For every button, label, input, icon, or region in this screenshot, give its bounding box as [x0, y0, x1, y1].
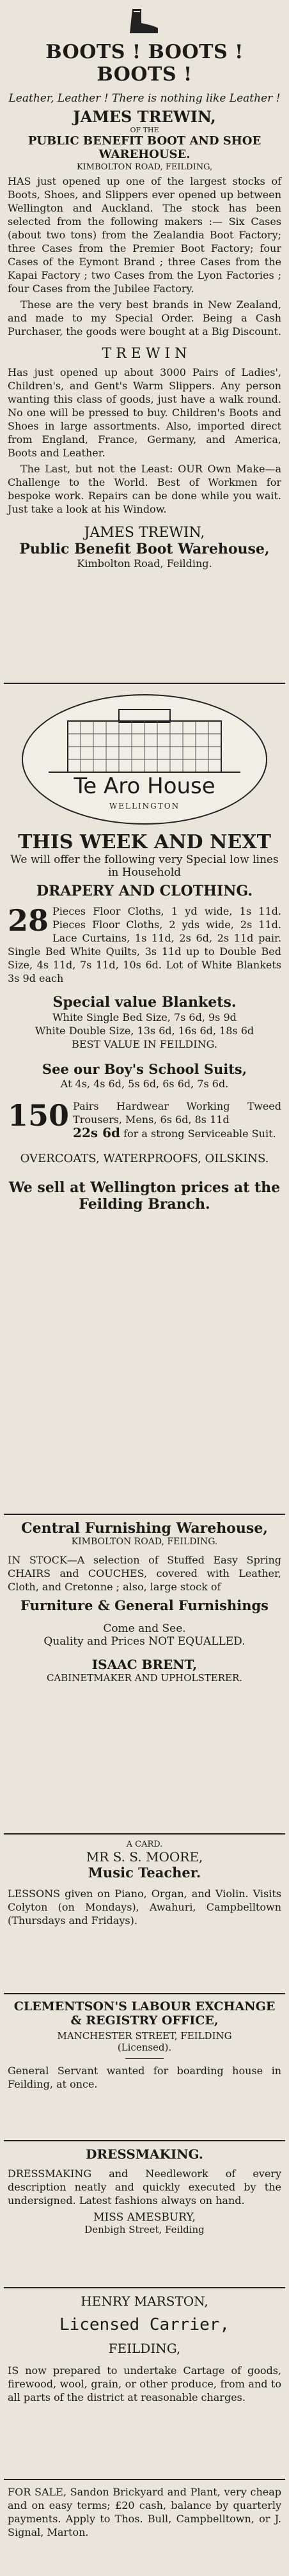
wellington-prices-line: We sell at Wellington prices at the Feilding Branch.	[8, 1179, 281, 1213]
te-aro-house-advertisement	[4, 684, 285, 1515]
dressmaking-body: DRESSMAKING and Needlework of every description neatly and quickly executed by the undersigned. Latest fashions always on hand.	[8, 2168, 281, 2207]
te-aro-headline: THIS WEEK AND NEXT	[18, 831, 271, 853]
furnishing-owner: ISAAC BRENT,	[91, 1657, 198, 1672]
te-aro-building-illustration	[22, 694, 267, 825]
boots-advertisement	[4, 0, 285, 684]
boot-icon	[127, 8, 162, 36]
carrier-name: HENRY MARSTON,	[81, 2293, 208, 2309]
boots-body-2: These are the very best brands in New Zealand, and made to my Special Order. Being a Cash Purchaser, the goods were bought at a Big Discount.	[8, 299, 281, 338]
boots-signature-name: JAMES TREWIN,	[84, 525, 205, 541]
furnishing-address: KIMBOLTON ROAD, FEILDING.	[71, 1537, 218, 1547]
labour-body: General Servant wanted for boarding house in Feilding, at once.	[8, 2065, 281, 2090]
boots-tagline: Leather, Leather ! There is nothing like Leather !	[8, 92, 281, 105]
for-sale-body: FOR SALE, Sandon Brickyard and Plant, very cheap and on easy terms; £20 cash, balance by quarterly payments. Apply to Thos. Bull, Campbelltown, or J. Signal, Marton.	[8, 2486, 281, 2538]
labour-licensed: (Licensed).	[117, 2042, 172, 2053]
boots-body-3: Has just opened up about 3000 Pairs of Ladies', Children's, and Gent's Warm Slippers. Any person wanting this class of goods, just have a walk round. No one will be pressed to buy. Children's Boots and Shoes in large assortments. Also, imported direct from England, France, Germany, and America, Boots and Leather.	[8, 366, 281, 459]
te-aro-city: WELLINGTON	[109, 802, 180, 811]
te-aro-subhead: DRAPERY AND CLOTHING.	[36, 883, 253, 899]
dressmaking-advertisement	[4, 2141, 285, 2288]
music-teacher-card	[4, 1835, 285, 1994]
music-a-card: A CARD.	[126, 1840, 163, 1849]
labour-separator	[125, 2058, 164, 2059]
newspaper-column	[4, 0, 285, 2576]
suits-heading: See our Boy's School Suits,	[42, 1061, 247, 1077]
dressmaking-title: DRESSMAKING.	[86, 2146, 203, 2162]
te-aro-intro: We will offer the following very Special low lines in Household	[10, 853, 279, 879]
music-teacher-name: MR S. S. MOORE,	[86, 1849, 203, 1865]
floor-cloths-text: Pieces Floor Cloths, 1 yd wide, 1s 11d. Pieces Floor Cloths, 2 yds wide, 2s 11d. Lace Curtains, 1s 11d, 2s 6d, 2s 11d pair. Single Bed White Quilts, 3s 11d up to Double Bed Size, 4s 11d, 7s 11d, 10s 6d. Lot of White Blankets 3s 9d each	[8, 905, 281, 984]
carrier-title: Licensed Carrier,	[59, 2315, 230, 2334]
blankets-line-1: White Single Bed Size, 7s 6d, 9s 9d	[52, 1011, 237, 1023]
music-body: LESSONS given on Piano, Organ, and Violin. Visits Colyton (on Mondays), Awahuri, Campbelltown (Thursdays and Fridays).	[8, 1888, 281, 1927]
furnishing-owner-title: CABINETMAKER AND UPHOLSTERER.	[46, 1672, 243, 1684]
blankets-line-3: BEST VALUE IN FEILDING.	[72, 1038, 217, 1050]
boots-of-the: OF THE	[130, 126, 159, 134]
furnishing-body: IN STOCK—A selection of Stuffed Easy Spring CHAIRS and COUCHES, covered with Leather, Cloth, and Cretonne ; also, large stock of	[8, 1554, 281, 1593]
carrier-body: IS now prepared to undertake Cartage of goods, firewood, wool, grain, or other produce, from and to all parts of the district at reasonable charges.	[8, 2364, 281, 2403]
trousers-price: 22s 6d	[73, 1125, 120, 1140]
boots-merchant-name: JAMES TREWIN,	[73, 107, 216, 126]
floor-cloths-number: 28	[8, 903, 49, 938]
furnishing-quality: Quality and Prices NOT EQUALLED.	[43, 1635, 246, 1648]
boots-body-4: The Last, but not the Least: OUR Own Make—a Challenge to the World. Best of Workmen for bespoke work. Repairs can be done while you wait. Just take a look at his Window.	[8, 463, 281, 515]
blankets-heading: Special value Blankets.	[52, 994, 237, 1011]
trousers-text: Pairs Hardwear Working Tweed Trousers, Mens, 6s 6d, 8s 11d	[73, 1100, 281, 1126]
labour-address: MANCHESTER STREET, FEILDING	[57, 2030, 232, 2042]
carrier-advertisement	[4, 2288, 285, 2480]
boots-body-1: HAS just opened up one of the largest stocks of Boots, Shoes, and Slippers ever opened up between Wellington and Auckland. The stock has been selected from the following makers :— Six Cases (about two tons) from the Zealandia Boot Factory; three Cases from the Premier Boot Factory; four Cases of the Eymont Brand ; three Cases from the Kapai Factory ; two Cases from the Lyon Factories ; four Cases from the Jubilee Factory.	[8, 175, 281, 295]
furnishing-bold-line: Furniture & General Furnishings	[20, 1597, 269, 1613]
dressmaking-address: Denbigh Street, Feilding	[84, 2224, 205, 2235]
trousers-number: 150	[8, 1098, 70, 1133]
labour-title: CLEMENTSON'S LABOUR EXCHANGE & REGISTRY OFFICE,	[13, 1999, 276, 2028]
furnishing-title: Central Furnishing Warehouse,	[21, 1520, 268, 1537]
carrier-town: FEILDING,	[108, 2341, 181, 2356]
overcoats-line: OVERCOATS, WATERPROOFS, OILSKINS.	[20, 1152, 269, 1165]
boots-signature-business: Public Benefit Boot Warehouse,	[19, 541, 270, 557]
trousers-block	[8, 1099, 281, 1140]
floor-cloths-block	[8, 904, 281, 985]
trewin-heading: T R E W I N	[102, 346, 187, 362]
furnishing-come-see: Come and See.	[103, 1622, 186, 1635]
boots-address: KIMBOLTON ROAD, FEILDING,	[76, 162, 213, 172]
te-aro-sign: Te Aro House	[74, 773, 215, 799]
for-sale-advertisement	[4, 2480, 285, 2576]
furnishing-advertisement	[4, 1515, 285, 1835]
labour-exchange-advertisement	[4, 1994, 285, 2141]
music-teacher-title: Music Teacher.	[88, 1865, 201, 1881]
dressmaking-name: MISS AMESBURY,	[93, 2211, 196, 2224]
boots-business-name: PUBLIC BENEFIT BOOT AND SHOE WAREHOUSE.	[27, 134, 262, 161]
boots-signature-address: Kimbolton Road, Feilding.	[77, 557, 212, 570]
suits-prices: At 4s, 4s 6d, 5s 6d, 6s 6d, 7s 6d.	[60, 1078, 229, 1090]
boots-headline: BOOTS ! BOOTS ! BOOTS !	[45, 41, 244, 86]
blankets-line-2: White Double Size, 13s 6d, 16s 6d, 18s 6d	[35, 1025, 254, 1037]
trousers-tail: for a strong Serviceable Suit.	[123, 1128, 276, 1140]
